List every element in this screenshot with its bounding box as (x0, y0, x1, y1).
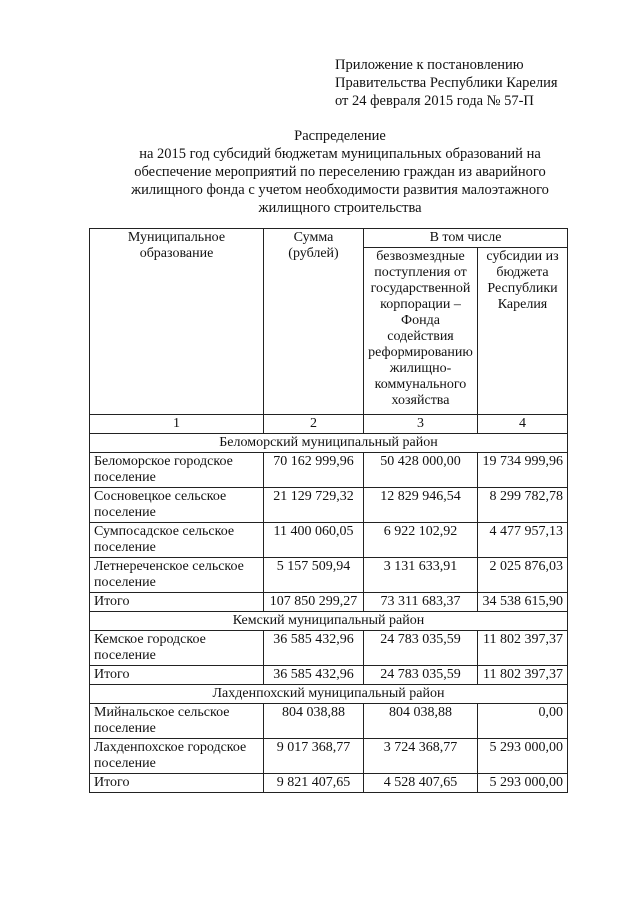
column-number-4: 4 (478, 415, 568, 434)
table-header-row (90, 229, 568, 248)
header-line-3: от 24 февраля 2015 года № 57-П (335, 93, 534, 109)
fund-value: 3 131 633,91 (364, 558, 478, 593)
fund-value: 3 724 368,77 (364, 739, 478, 774)
column-number-row (90, 415, 568, 434)
section-title: Кемский муниципальный район (90, 612, 568, 631)
title-line-5: жилищного строительства (258, 200, 422, 216)
section-row (90, 434, 568, 453)
total-row (90, 666, 568, 685)
section-title: Беломорский муниципальный район (90, 434, 568, 453)
subsidy-value: 11 802 397,37 (478, 631, 568, 666)
section-row (90, 612, 568, 631)
total-label: Итого (90, 774, 264, 793)
table-row (90, 631, 568, 666)
table-row (90, 453, 568, 488)
total-sum-value: 107 850 299,27 (264, 593, 364, 612)
subsidy-value: 19 734 999,96 (478, 453, 568, 488)
total-sum-value: 36 585 432,96 (264, 666, 364, 685)
sum-value: 804 038,88 (264, 704, 364, 739)
table-row (90, 523, 568, 558)
total-subsidy-value: 5 293 000,00 (478, 774, 568, 793)
section-row (90, 685, 568, 704)
subsidy-value: 5 293 000,00 (478, 739, 568, 774)
municipality-name: Лахденпохское городское поселение (90, 739, 264, 774)
sum-value: 5 157 509,94 (264, 558, 364, 593)
fund-value: 804 038,88 (364, 704, 478, 739)
column-number-3: 3 (364, 415, 478, 434)
municipality-name: Кемское городское поселение (90, 631, 264, 666)
municipality-name: Беломорское городское поселение (90, 453, 264, 488)
title-line-3: обеспечение мероприятий по переселению граждан из аварийного (134, 164, 546, 180)
header-municipality: Муниципальное образование (90, 229, 264, 415)
table-row (90, 558, 568, 593)
subsidy-value: 2 025 876,03 (478, 558, 568, 593)
sum-value: 9 017 368,77 (264, 739, 364, 774)
municipality-name: Летнереченское сельское поселение (90, 558, 264, 593)
column-number-2: 2 (264, 415, 364, 434)
fund-value: 12 829 946,54 (364, 488, 478, 523)
sum-value: 21 129 729,32 (264, 488, 364, 523)
fund-value: 24 783 035,59 (364, 631, 478, 666)
sum-value: 70 162 999,96 (264, 453, 364, 488)
total-label: Итого (90, 593, 264, 612)
section-title: Лахденпохский муниципальный район (90, 685, 568, 704)
column-number-1: 1 (90, 415, 264, 434)
title-line-2: на 2015 год субсидий бюджетам муниципальных образований на (139, 146, 541, 162)
municipality-name: Мийнальское сельское поселение (90, 704, 264, 739)
header-fund: безвозмездные поступления от государственной корпорации – Фонда содействия реформированию жилищно-коммунального хозяйства (364, 248, 478, 415)
total-subsidy-value: 11 802 397,37 (478, 666, 568, 685)
subsidy-table (89, 228, 568, 793)
document-title (100, 127, 580, 217)
title-line-1: Распределение (294, 128, 386, 144)
subsidy-value: 4 477 957,13 (478, 523, 568, 558)
fund-value: 50 428 000,00 (364, 453, 478, 488)
sum-value: 11 400 060,05 (264, 523, 364, 558)
title-line-4: жилищного фонда с учетом необходимости развития малоэтажного (131, 182, 549, 198)
header-subsidy: субсидии из бюджета Республики Карелия (478, 248, 568, 415)
total-fund-value: 4 528 407,65 (364, 774, 478, 793)
total-subsidy-value: 34 538 615,90 (478, 593, 568, 612)
total-fund-value: 24 783 035,59 (364, 666, 478, 685)
table-row (90, 704, 568, 739)
header-line-1: Приложение к постановлению (335, 57, 524, 73)
table-row (90, 739, 568, 774)
total-row (90, 774, 568, 793)
subsidy-value: 8 299 782,78 (478, 488, 568, 523)
total-sum-value: 9 821 407,65 (264, 774, 364, 793)
total-row (90, 593, 568, 612)
subsidy-value: 0,00 (478, 704, 568, 739)
header-line-2: Правительства Республики Карелия (335, 75, 558, 91)
document-header (335, 56, 558, 110)
total-fund-value: 73 311 683,37 (364, 593, 478, 612)
municipality-name: Сумпосадское сельское поселение (90, 523, 264, 558)
header-including: В том числе (364, 229, 568, 248)
sum-value: 36 585 432,96 (264, 631, 364, 666)
total-label: Итого (90, 666, 264, 685)
table-row (90, 488, 568, 523)
municipality-name: Сосновецкое сельское поселение (90, 488, 264, 523)
header-sum: Сумма (рублей) (264, 229, 364, 415)
fund-value: 6 922 102,92 (364, 523, 478, 558)
